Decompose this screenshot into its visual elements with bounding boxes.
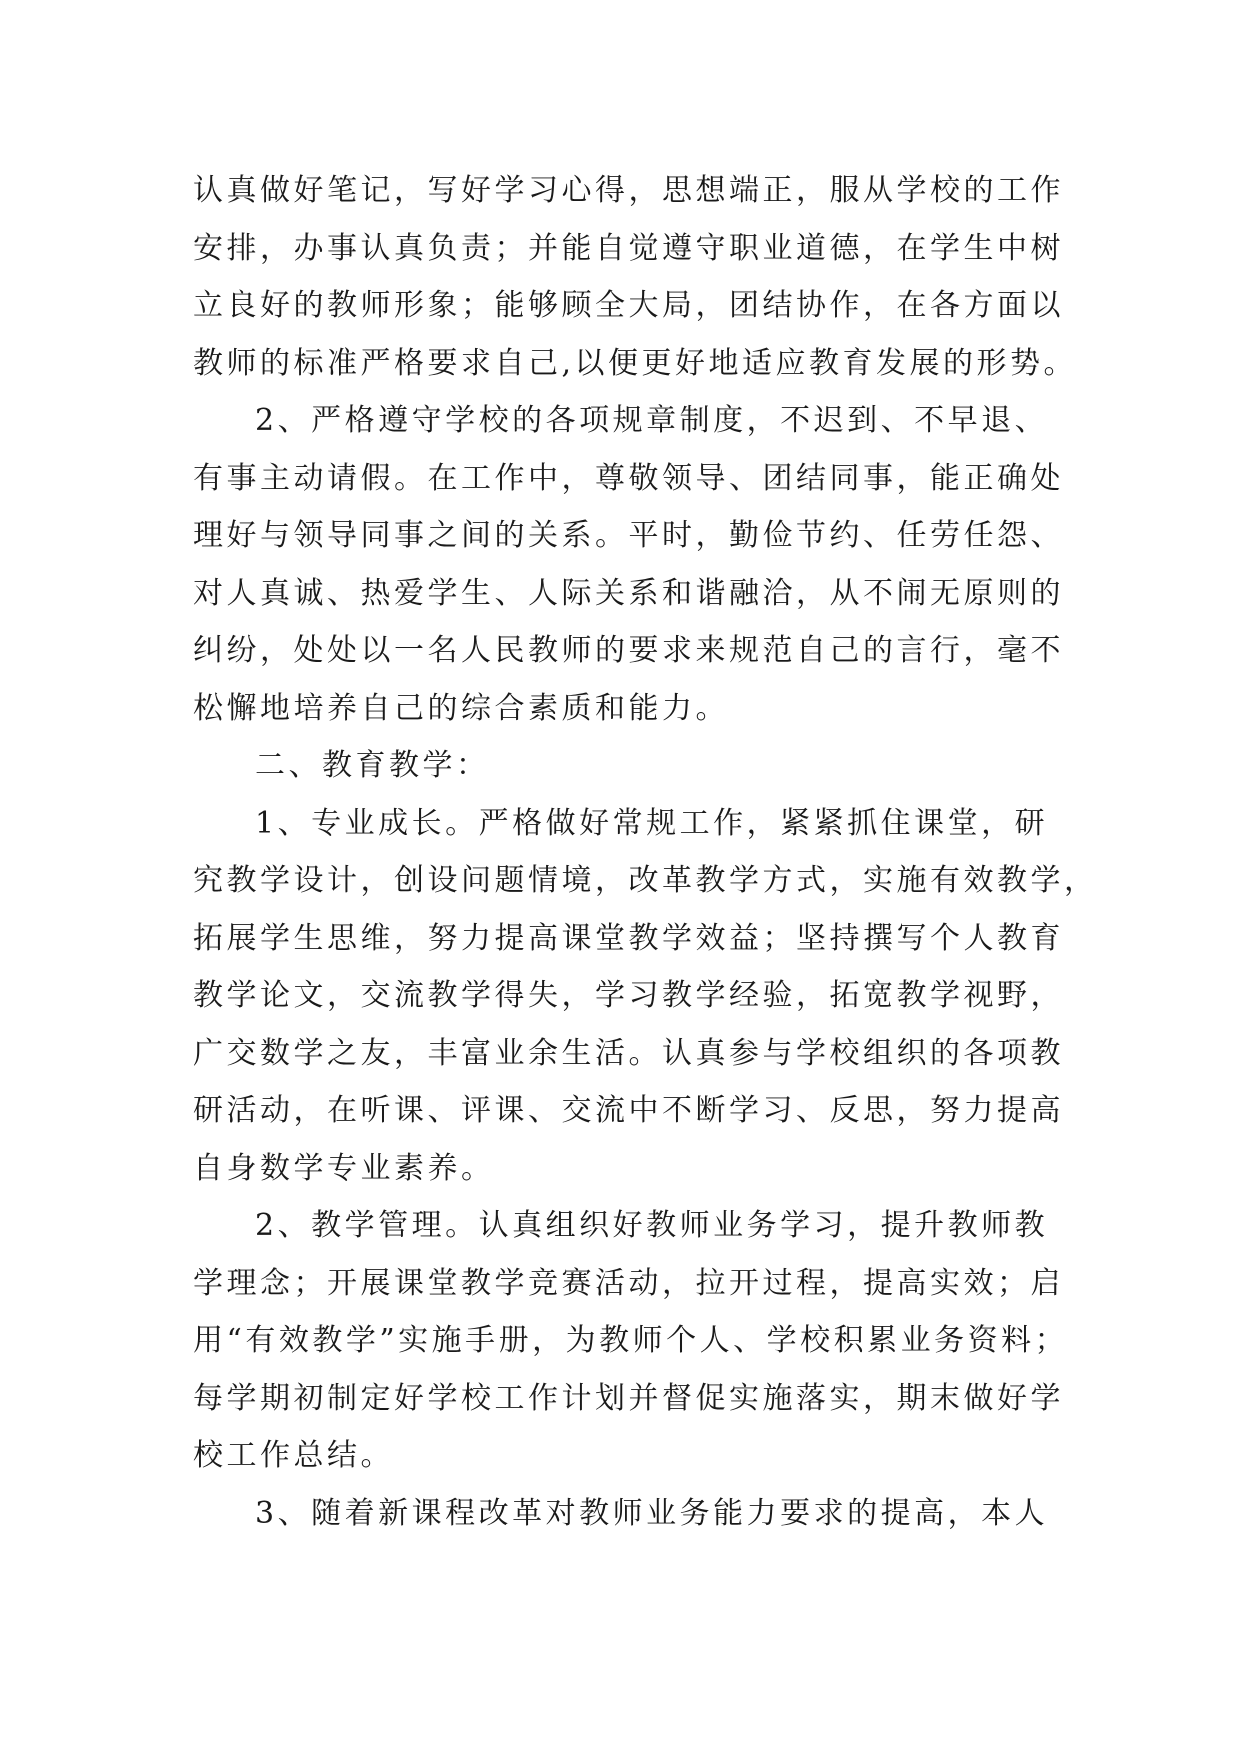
text-line: 1、专业成长。严格做好常规工作，紧紧抓住课堂，研 <box>255 805 1049 841</box>
text-line: 对人真诚、热爱学生、人际关系和谐融洽，从不闹无原则的 <box>193 575 1064 611</box>
text-line: 松懈地培养自己的综合素质和能力。 <box>193 690 729 726</box>
text-line: 广交数学之友，丰富业余生活。认真参与学校组织的各项教 <box>193 1035 1064 1071</box>
text-line: 认真做好笔记，写好学习心得，思想端正，服从学校的工作 <box>193 173 1064 208</box>
text-line: 拓展学生思维，努力提高课堂教学效益；坚持撰写个人教育 <box>193 920 1064 956</box>
text-line: 二、教育教学： <box>255 748 490 783</box>
text-line: 3、随着新课程改革对教师业务能力要求的提高，本人 <box>255 1495 1049 1531</box>
document-body <box>193 162 1098 1542</box>
text-line: 有事主动请假。在工作中，尊敬领导、团结同事，能正确处 <box>193 460 1064 496</box>
text-line: 校工作总结。 <box>193 1438 394 1473</box>
text-line: 学理念；开展课堂教学竞赛活动，拉开过程，提高实效；启 <box>193 1265 1064 1301</box>
text-line: 每学期初制定好学校工作计划并督促实施落实，期末做好学 <box>193 1380 1064 1416</box>
text-line: 理好与领导同事之间的关系。平时，勤俭节约、任劳任怨、 <box>193 518 1064 553</box>
text-line: 立良好的教师形象；能够顾全大局，团结协作，在各方面以 <box>193 288 1064 323</box>
text-line: 教学论文，交流教学得失，学习教学经验，拓宽教学视野， <box>193 978 1064 1013</box>
text-line: 用“有效教学”实施手册，为教师个人、学校积累业务资料； <box>193 1323 1069 1358</box>
text-line: 2、教学管理。认真组织好教师业务学习，提升教师教 <box>255 1208 1049 1243</box>
text-line: 自身数学专业素养。 <box>193 1150 495 1186</box>
text-line: 安排，办事认真负责；并能自觉遵守职业道德，在学生中树 <box>193 230 1064 266</box>
text-line: 教师的标准严格要求自己,以便更好地适应教育发展的形势。 <box>193 345 1078 381</box>
text-line: 究教学设计，创设问题情境，改革教学方式，实施有效教学， <box>193 863 1098 898</box>
text-line: 纠纷，处处以一名人民教师的要求来规范自己的言行，毫不 <box>193 633 1064 668</box>
text-line: 研活动，在听课、评课、交流中不断学习、反思，努力提高 <box>193 1093 1064 1128</box>
text-line: 2、严格遵守学校的各项规章制度，不迟到、不早退、 <box>255 403 1049 438</box>
